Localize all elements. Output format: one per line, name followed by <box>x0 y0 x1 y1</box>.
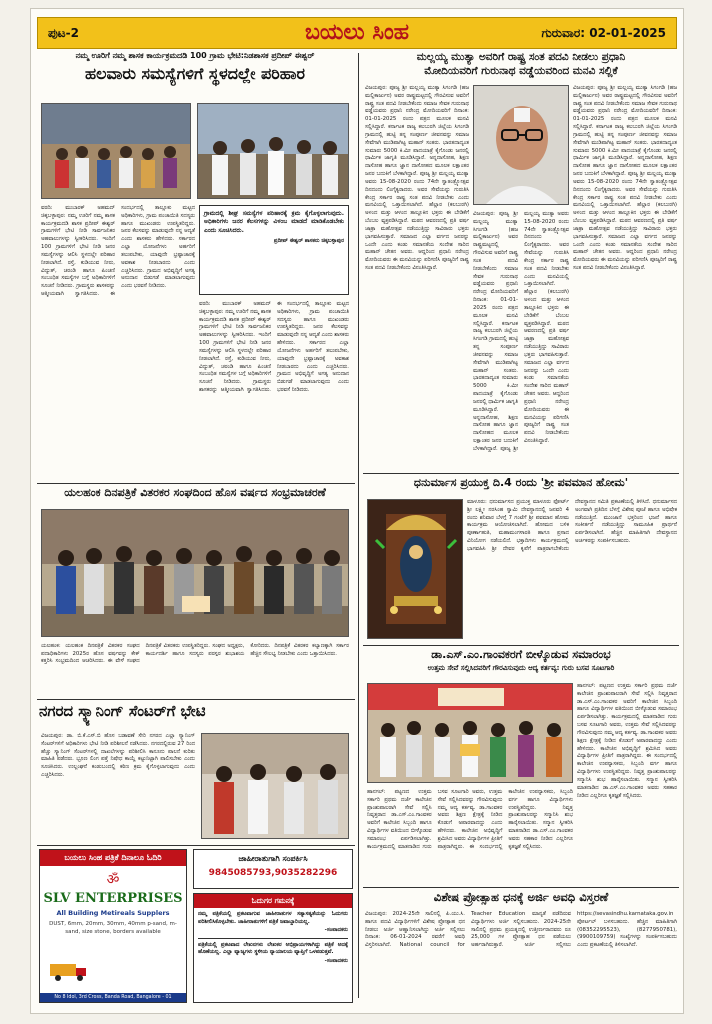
notice-title: ಓದುಗರ ಗಮನಕ್ಕೆ <box>194 894 352 908</box>
issue-date: ಗುರುವಾರ: 02-01-2025 <box>541 26 666 40</box>
notice-divider <box>198 938 348 939</box>
story-new-year-celebration <box>37 487 353 697</box>
story-headline: ವಿಶೇಷ ಪ್ರೋತ್ಸಾಹ ಧನಕ್ಕೆ ಅರ್ಜಿ ಅವಧಿ ವಿಸ್ತರಣೆ <box>433 891 609 904</box>
story-scanning-centre-visit <box>37 703 353 843</box>
story-headline: ಧನುರ್ಮಾಸ ಪ್ರಯುಕ್ತ ದಿ.4 ರಂದು 'ಶ್ರೀ ಪವಮಾನ ಹೋಮ' <box>413 477 629 489</box>
story-headline: ಹಲವಾರು ಸಮಸ್ಯೆಗಳಿಗೆ ಸ್ಥಳದಲ್ಲೇ ಪರಿಹಾರ <box>85 64 305 83</box>
section-rule <box>37 845 355 846</box>
readers-notice <box>193 893 353 1003</box>
news-photo <box>201 733 349 839</box>
portrait-photo <box>473 85 569 205</box>
story-body-continued: ವರದಿ: ಮುಬಾರಕ್ ಅಹಮದ್ ಚಿಕ್ಕಬಳ್ಳಾಪುರ: ನಮ್ಮ ಊರಿಗೆ ನಮ್ಮ ಶಾಸಕ ಕಾರ್ಯಕ್ರಮದಡಿ ಶಾಸಕ ಪ್ರದೀಪ್ ಈಶ್ವರ್ ಗ್ರಾಮಗಳಿಗೆ ಭೇಟಿ ನೀಡಿ ಸಾರ್ವಜನಿಕರ ಅಹವಾಲುಗಳನ್ನು ಸ್ವೀಕರಿಸಿದರು. ಇಂದಿಗೆ 100 ಗ್ರಾಮಗಳಿಗೆ ಭೇಟಿ ನೀಡಿ ಜನರ ಸಮಸ್ಯೆಗಳನ್ನು ಆಲಿಸಿ ಸ್ಥಳದಲ್ಲೇ ಪರಿಹಾರ ನೀಡಲಾಗಿದೆ. ರಸ್ತೆ, ಕುಡಿಯುವ ನೀರು, ವಿದ್ಯುತ್, ಚರಂಡಿ ಹಾಗೂ ಪಿಂಚಣಿ ಸಂಬಂಧಿತ ಸಮಸ್ಯೆಗಳ ಬಗ್ಗೆ ಅಧಿಕಾರಿಗಳಿಗೆ ಸೂಚನೆ ನೀಡಿದರು. ಗ್ರಾಮಸ್ಥರು ಶಾಸಕರನ್ನು ಆತ್ಮೀಯವಾಗಿ ಸ್ವಾಗತಿಸಿದರು. ಈ ಸಂದರ್ಭದಲ್ಲಿ ತಾಲ್ಲೂಕು ಮಟ್ಟದ ಅಧಿಕಾರಿಗಳು, ಗ್ರಾಮ ಪಂಚಾಯಿತಿ ಸದಸ್ಯರು ಹಾಗೂ ಮುಖಂಡರು ಉಪಸ್ಥಿತರಿದ್ದರು. ಜನರ ಕೆಲಸವನ್ನು ಮಾಡುವುದೇ ನನ್ನ ಆದ್ಯತೆ ಎಂದು ಶಾಸಕರು ಹೇಳಿದರು. ಸರ್ಕಾರದ ಎಲ್ಲಾ ಯೋಜನೆಗಳು ಅರ್ಹರಿಗೆ ತಲುಪಬೇಕು, ಯಾವುದೇ ಭ್ರಷ್ಟಾಚಾರಕ್ಕೆ ಅವಕಾಶ ನೀಡಬಾರದು ಎಂದು ಎಚ್ಚರಿಸಿದರು. ಗ್ರಾಮದ ಅಭಿವೃದ್ಧಿಗೆ ಅಗತ್ಯ ಅನುದಾನ ಬಿಡುಗಡೆ ಮಾಡಲಾಗುವುದು ಎಂದು ಭರವಸೆ ನೀಡಿದರು. <box>199 301 349 394</box>
story-kicker: ನಮ್ಮ ಊರಿಗೆ ನಮ್ಮ ಶಾಸಕ ಕಾರ್ಯಕ್ರಮದಡಿ 100 ಗ್ರಾಮ ಭೇಟಿ:ನಿಡಶಾಸಕ ಪ್ರದೀಪ್ ಈಶ್ವರ್ <box>75 51 315 60</box>
news-photo <box>197 103 349 199</box>
story-headline: ಮೋದಿಯವರಿಗೆ ಗುರುನಾಥ ವಡ್ಡೆಯವರಿಂದ ಮನವಿ ಸಲ್ಲಿಕೆ <box>424 65 618 78</box>
story-headline: ಡಾ.ಎಸ್.ಎಂ.ಗಾಂವಕರಗೆ ಬೀಳ್ಕೊಡುವ ಸಮಾರಂಭ <box>431 649 611 661</box>
story-body: ವಿಜಯಪುರ: ಡಾ. ಬಿ.ಕೆ.ಎಸ್.ಬಿ ಹೊಸ ಬಡಾವಣೆ ಸೇರಿ ನಗರದ ಎಲ್ಲಾ ಸ್ಕ್ಯಾನಿಂಗ್ ಸೆಂಟರ್‌ಗಳಿಗೆ ಅಧಿಕಾರಿಗಳು ಭೇಟಿ ನೀಡಿ ಪರಿಶೀಲನೆ ನಡೆಸಿದರು. ನಗರದಲ್ಲಿರುವ 27 ರಿಂದ ಹೆಚ್ಚು ಸ್ಕ್ಯಾನಿಂಗ್ ಸೆಂಟರ್‌ಗಳಲ್ಲಿ ದಾಖಲೆಗಳನ್ನು ಪರಿಶೀಲಿಸಿ ಕಾನೂನು ಪಾಲನೆ ಕುರಿತು ಮಾಹಿತಿ ಪಡೆದರು. ಭ್ರೂಣ ಲಿಂಗ ಪತ್ತೆ ನಿಷೇಧ ಕಾಯ್ದೆ ಕಟ್ಟುನಿಟ್ಟಾಗಿ ಪಾಲಿಸಬೇಕು ಎಂದು ಸೂಚಿಸಿದರು. ಉಲ್ಲಂಘನೆ ಕಂಡುಬಂದಲ್ಲಿ ಕಠಿಣ ಕ್ರಮ ಕೈಗೊಳ್ಳಲಾಗುವುದು ಎಂದು ಎಚ್ಚರಿಸಿದರು. <box>41 733 195 779</box>
section-rule <box>37 699 355 700</box>
story-subhead: ಉತ್ತಮ ಸೇವೆ ಸಲ್ಲಿಸಿದವರಿಗೆ ಗೌರವಿಸುವುದು ಆದ್ಯ ಕರ್ತವ್ಯ: ಗುರು ಬಸವ ಸೂಟಗಾರಿ <box>427 663 615 672</box>
story-incentive-deadline <box>363 891 679 1005</box>
section-rule <box>363 473 679 474</box>
om-symbol-icon: ॐ <box>106 872 120 888</box>
ad-contact-title: ಜಾಹೀರಾತುಗಾಗಿ ಸಂಪರ್ಕಿಸಿ <box>238 854 308 863</box>
story-mla-village-visit <box>37 51 353 481</box>
temple-photo <box>367 499 463 639</box>
ad-company-name: SLV ENTERPRISES <box>43 891 183 906</box>
notice-signature: -ಸಂಪಾದಕರು <box>324 957 348 964</box>
story-pavamana-homa <box>363 477 679 643</box>
story-headline: ಮಲ್ಲಯ್ಯ ಮುತ್ಯಾ ಅವರಿಗೆ ರಾಷ್ಟ್ರ ಸಂತ ಪದವಿ ನೀಡಲು ಪ್ರಧಾನಿ <box>416 51 626 63</box>
ad-footer: No 8 Idol, 3rd Cross, Banda Road, Bangalore - 01 <box>40 993 186 1002</box>
masthead <box>37 17 677 49</box>
story-headline: ಯಲಹಂಕ ದಿನಪತ್ರಿಕೆ ವಿತರಕರ ಸಂಘದಿಂದ ಹೊಸ ವರ್ಷದ ಸಂಭ್ರಮಾಚರಣೆ <box>64 487 326 499</box>
section-rule <box>363 887 679 888</box>
ad-details: DUST, 6mm, 20mm, 30mm, 40mm p-sand, m-sand, size stone, borders available <box>49 921 177 935</box>
notice-body: ಪತ್ರಿಕೆಯಲ್ಲಿ ಪ್ರಕಟವಾದ ಲೇಖನಗಳು ಲೇಖಕರ ಅಭಿಪ್ರಾಯಗಳಾಗಿದ್ದು ಪತ್ರಿಕೆ ಅದಕ್ಕೆ ಹೊಣೆಯಲ್ಲ. ಎಲ್ಲಾ ವ್ಯಾಜ್ಯಗಳು ಸ್ಥಳೀಯ ನ್ಯಾಯಾಲಯ ವ್ಯಾಪ್ತಿಗೆ ಒಳಪಡುತ್ತವೆ. <box>198 941 348 956</box>
story-body: ವರದಿ: ಮುಬಾರಕ್ ಅಹಮದ್ ಚಿಕ್ಕಬಳ್ಳಾಪುರ: ನಮ್ಮ ಊರಿಗೆ ನಮ್ಮ ಶಾಸಕ ಕಾರ್ಯಕ್ರಮದಡಿ ಶಾಸಕ ಪ್ರದೀಪ್ ಈಶ್ವರ್ ಗ್ರಾಮಗಳಿಗೆ ಭೇಟಿ ನೀಡಿ ಸಾರ್ವಜನಿಕರ ಅಹವಾಲುಗಳನ್ನು ಸ್ವೀಕರಿಸಿದರು. ಇಂದಿಗೆ 100 ಗ್ರಾಮಗಳಿಗೆ ಭೇಟಿ ನೀಡಿ ಜನರ ಸಮಸ್ಯೆಗಳನ್ನು ಆಲಿಸಿ ಸ್ಥಳದಲ್ಲೇ ಪರಿಹಾರ ನೀಡಲಾಗಿದೆ. ರಸ್ತೆ, ಕುಡಿಯುವ ನೀರು, ವಿದ್ಯುತ್, ಚರಂಡಿ ಹಾಗೂ ಪಿಂಚಣಿ ಸಂಬಂಧಿತ ಸಮಸ್ಯೆಗಳ ಬಗ್ಗೆ ಅಧಿಕಾರಿಗಳಿಗೆ ಸೂಚನೆ ನೀಡಿದರು. ಗ್ರಾಮಸ್ಥರು ಶಾಸಕರನ್ನು ಆತ್ಮೀಯವಾಗಿ ಸ್ವಾಗತಿಸಿದರು. ಈ ಸಂದರ್ಭದಲ್ಲಿ ತಾಲ್ಲೂಕು ಮಟ್ಟದ ಅಧಿಕಾರಿಗಳು, ಗ್ರಾಮ ಪಂಚಾಯಿತಿ ಸದಸ್ಯರು ಹಾಗೂ ಮುಖಂಡರು ಉಪಸ್ಥಿತರಿದ್ದರು. ಜನರ ಕೆಲಸವನ್ನು ಮಾಡುವುದೇ ನನ್ನ ಆದ್ಯತೆ ಎಂದು ಶಾಸಕರು ಹೇಳಿದರು. ಸರ್ಕಾರದ ಎಲ್ಲಾ ಯೋಜನೆಗಳು ಅರ್ಹರಿಗೆ ತಲುಪಬೇಕು, ಯಾವುದೇ ಭ್ರಷ್ಟಾಚಾರಕ್ಕೆ ಅವಕಾಶ ನೀಡಬಾರದು ಎಂದು ಎಚ್ಚರಿಸಿದರು. ಗ್ರಾಮದ ಅಭಿವೃದ್ಧಿಗೆ ಅಗತ್ಯ ಅನುದಾನ ಬಿಡುಗಡೆ ಮಾಡಲಾಗುವುದು ಎಂದು ಭರವಸೆ ನೀಡಿದರು. <box>41 205 195 298</box>
story-body: ವಿಜಯಪುರ: 2024-25ನೇ ಸಾಲಿನಲ್ಲಿ ಪಿ.ಯು.ಸಿ. ಹಾಗೂ ಪದವಿ ವಿದ್ಯಾರ್ಥಿಗಳಿಗೆ ವಿಶೇಷ ಪ್ರೋತ್ಸಾಹ ಧನ ನೀಡಲು ಅರ್ಜಿ ಆಹ್ವಾನಿಸಲಾಗಿದ್ದು ಅರ್ಜಿ ಸಲ್ಲಿಸಲು ದಿನಾಂಕ: 06-01-2024 ರವರೆಗೆ ಅವಧಿ ವಿಸ್ತರಿಸಲಾಗಿದೆ. National council for Teacher Education ಮಾನ್ಯತೆ ಪಡೆದಿರುವ ವಿದ್ಯಾರ್ಥಿಗಳು ಅರ್ಜಿ ಸಲ್ಲಿಸಬಹುದು. 2024-25ನೇ ಸಾಲಿನಲ್ಲಿ ಪ್ರಥಮ ಪ್ರಯತ್ನದಲ್ಲಿ ಉತ್ತೀರ್ಣರಾದವರು ರೂ 25,000 ಗಳ ಪ್ರೋತ್ಸಾಹ ಧನ ಪಡೆಯಲು ಅರ್ಹರಾಗಿರುತ್ತಾರೆ. ಅರ್ಜಿ ಸಲ್ಲಿಸಲು https://sevasindhu.karnataka.gov.in ಪೋರ್ಟಲ್ ಬಳಸಬಹುದು. ಹೆಚ್ಚಿನ ಮಾಹಿತಿಗಾಗಿ (08352295523), (8277950781), (9900109759) ಸಂಖ್ಯೆಗಳನ್ನು ಸಂಪರ್ಕಿಸಬಹುದು ಎಂದು ಪ್ರಕಟಣೆಯಲ್ಲಿ ತಿಳಿಸಲಾಗಿದೆ. <box>365 911 677 949</box>
quote-text: ಗ್ರಾಮದಲ್ಲಿ ಶೀಘ್ರ ಸಮಸ್ಯೆಗಳ ಪರಿಹಾರಕ್ಕೆ ಕ್ರಮ ಕೈಗೊಳ್ಳಲಾಗುವುದು. ಅಧಿಕಾರಿಗಳು ಜನರ ಕೆಲಸಗಳನ್ನು ವಿಳಂಬ ಮಾಡದೆ ಮಾಡಿಕೊಡಬೇಕು ಎಂದು ಸೂಚಿಸಿದರು. <box>204 210 344 234</box>
news-photo <box>41 103 191 199</box>
story-body-continued: ವಿಜಯಪುರ: ಪೂಜ್ಯ ಶ್ರೀ ಮಲ್ಲಯ್ಯ ಮುತ್ಯಾ ಸಿಗಂಗಡಿ (ಹಜ ಮಲ್ಲಿಕಾರ್ಜುನ) ಅವರ ರಾಷ್ಟ್ರಮಟ್ಟದಲ್ಲಿ ಗೌರವಿಸುವ ಅವರಿಗೆ ರಾಷ್ಟ್ರ ಸಂತ ಪದವಿ ನೀಡಬೇಕೆಂದು ಸಮಾಜ ಸೇವಕ ಗುರುನಾಥ ವಡ್ಡೆಯವರು ಪ್ರಧಾನಿ ನರೇಂದ್ರ ಮೋದಿಯವರಿಗೆ ದಿನಾಂಕ: 01-01-2025 ರಂದು ಪತ್ರದ ಮೂಲಕ ಮನವಿ ಸಲ್ಲಿಸಿದ್ದಾರೆ. ಕರ್ನಾಟಕ ರಾಜ್ಯ ಕಲಬುರಗಿ ಜಿಲ್ಲೆಯ ಸಿಗಂಗಡಿ ಗ್ರಾಮದಲ್ಲಿ ಹುಟ್ಟಿ ತನ್ನ ಸಂಪೂರ್ಣ ಜೀವನವನ್ನು ಸಮಾಜ ಸೇವೆಗಾಗಿ ಮುಡಿಪಾಗಿಟ್ಟ ಮಹಾನ್ ಸಂತರು. ಭಾರತದಾದ್ಯಂತ ಸುಮಾರು 5000 ಕಿ.ಮೀ ಪಾದಯಾತ್ರೆ ಕೈಗೊಂಡು ಜನರಲ್ಲಿ ಧಾರ್ಮಿಕ ಜಾಗೃತಿ ಮೂಡಿಸಿದ್ದಾರೆ. ಅನ್ನದಾಸೋಹ, ಶಿಕ್ಷಣ ದಾಸೋಹ ಹಾಗೂ ಜ್ಞಾನ ದಾಸೋಹದ ಮೂಲಕ ಲಕ್ಷಾಂತರ ಜನರ ಬದುಕಿಗೆ ಬೆಳಕಾಗಿದ್ದಾರೆ. ಪೂಜ್ಯ ಶ್ರೀ ಮಲ್ಲಯ್ಯ ಮುತ್ಯಾ ಅವರು 15-08-2020 ರಂದು 74ನೇ ಸ್ವಾತಂತ್ರ್ಯೋತ್ಸವ ದಿನದಂದು ಲಿಂಗೈಕ್ಯರಾದರು. ಅವರ ಸೇವೆಯನ್ನು ಗುರುತಿಸಿ ಕೇಂದ್ರ ಸರ್ಕಾರ ರಾಷ್ಟ್ರ ಸಂತ ಪದವಿ ನೀಡಬೇಕು ಎಂದು ಮನವಿಯಲ್ಲಿ ಒತ್ತಾಯಿಸಲಾಗಿದೆ. ಹೆಲ್ಲಾರ (ಕಲಬುರಗಿ) ಅಳಂದ ಮತ್ತು ಆಳಂದ ತಾಲ್ಲೂಕಿನ ಭಕ್ತರು ಈ ಬೇಡಿಕೆಗೆ ಬೆಂಬಲ ವ್ಯಕ್ತಪಡಿಸಿದ್ದಾರೆ. ಮಠದ ಆವರಣದಲ್ಲಿ ಪ್ರತಿ ವರ್ಷ ಜಾತ್ರಾ ಮಹೋತ್ಸವ ನಡೆಯುತ್ತಿದ್ದು ಸಾವಿರಾರು ಭಕ್ತರು ಭಾಗವಹಿಸುತ್ತಾರೆ. ಸಮಾಜದ ಎಲ್ಲಾ ವರ್ಗದ ಜನರನ್ನು ಒಂದೇ ಎಂದು ಕಂಡು ಸಮಾನತೆಯ ಸಂದೇಶ ಸಾರಿದ ಮಹಾನ್ ಚೇತನ ಅವರು. ಆದ್ದರಿಂದ ಪ್ರಧಾನಿ ನರೇಂದ್ರ ಮೋದಿಯವರು ಈ ಮನವಿಯನ್ನು ಪರಿಗಣಿಸಿ ಪೂಜ್ಯರಿಗೆ ರಾಷ್ಟ್ರ ಸಂತ ಪದವಿ ನೀಡಬೇಕೆಂದು ವಿನಂತಿಸಿದ್ದಾರೆ. <box>573 85 677 272</box>
quote-box <box>199 205 349 295</box>
story-headline: ನಗರದ ಸ್ಕ್ಯಾನಿಂಗ್ ಸೆಂಟರ್‌ಗೆ ಭೇಟಿ <box>39 703 206 720</box>
notice-signature: -ಸಂಪಾದಕರು <box>324 927 348 934</box>
notice-body: ನಮ್ಮ ಪತ್ರಿಕೆಯಲ್ಲಿ ಪ್ರಕಟವಾಗುವ ಜಾಹೀರಾತುಗಳ ಸತ್ಯಾಸತ್ಯತೆಯನ್ನು ಓದುಗರು ಪರಿಶೀಲಿಸಿಕೊಳ್ಳಬೇಕು. ಜಾಹೀರಾತುಗಳಿಗೆ ಪತ್ರಿಕೆ ಜವಾಬ್ದಾರಿಯಲ್ಲ. <box>198 911 348 925</box>
photo-caption: ಯಲಹಂಕ: ಯಲಹಂಕ ದಿನಪತ್ರಿಕೆ ವಿತರಕರ ಸಂಘದ ಪದಾಧಿಕಾರಿಗಳು 2025ರ ಹೊಸ ವರ್ಷವನ್ನು ಕೇಕ್ ಕತ್ತರಿಸಿ ಸಂಭ್ರಮದಿಂದ ಆಚರಿಸಿದರು. ಈ ವೇಳೆ ಸಂಘದ ದಿನಪತ್ರಿಕೆ ವಿತರಕರು ಉಪಸ್ಥಿತರಿದ್ದರು. ಸಂಘದ ಅಧ್ಯಕ್ಷರು, ಕಾರ್ಯದರ್ಶಿ ಹಾಗೂ ಸದಸ್ಯರು ಪರಸ್ಪರ ಶುಭಾಶಯ ಕೋರಿದರು. ದಿನಪತ್ರಿಕೆ ವಿತರಕರ ಕಲ್ಯಾಣಕ್ಕಾಗಿ ಸರ್ಕಾರ ಹೆಚ್ಚಿನ ಸೌಲಭ್ಯ ನೀಡಬೇಕು ಎಂದು ಒತ್ತಾಯಿಸಿದರು. <box>41 643 349 665</box>
truck-icon <box>50 960 90 982</box>
news-photo <box>367 683 573 783</box>
story-saint-title-appeal <box>363 51 679 471</box>
advertisement-contact <box>193 849 353 889</box>
story-body: ಹಾನಗಲ್: ಪಟ್ಟಣದ ಉತ್ತಮ ಸರ್ಕಾರಿ ಪ್ರಥಮ ದರ್ಜೆ ಕಾಲೇಜಿನ ಪ್ರಾಂಶುಪಾಲರಾಗಿ ಸೇವೆ ಸಲ್ಲಿಸಿ ನಿವೃತ್ತರಾದ ಡಾ.ಎಸ್.ಎಂ.ಗಾಂವಕರ ಅವರಿಗೆ ಕಾಲೇಜಿನ ಸಿಬ್ಬಂದಿ ಹಾಗೂ ವಿದ್ಯಾರ್ಥಿಗಳ ವತಿಯಿಂದ ಬೀಳ್ಕೊಡುವ ಸಮಾರಂಭ ಏರ್ಪಡಿಸಲಾಗಿತ್ತು. ಕಾರ್ಯಕ್ರಮದಲ್ಲಿ ಮಾತನಾಡಿದ ಗುರು ಬಸವ ಸೂಟಗಾರಿ ಅವರು, ಉತ್ತಮ ಸೇವೆ ಸಲ್ಲಿಸಿದವರನ್ನು ಗೌರವಿಸುವುದು ನಮ್ಮ ಆದ್ಯ ಕರ್ತವ್ಯ. ಡಾ.ಗಾಂವಕರ ಅವರು ಶಿಕ್ಷಣ ಕ್ಷೇತ್ರಕ್ಕೆ ನೀಡಿದ ಕೊಡುಗೆ ಅಪಾರವಾದದ್ದು ಎಂದು ಹೇಳಿದರು. ಕಾಲೇಜಿನ ಅಭಿವೃದ್ಧಿಗೆ ಶ್ರಮಿಸಿದ ಅವರು ವಿದ್ಯಾರ್ಥಿಗಳ ಪ್ರೀತಿಗೆ ಪಾತ್ರರಾಗಿದ್ದರು. ಈ ಸಂದರ್ಭದಲ್ಲಿ ಕಾಲೇಜಿನ ಉಪನ್ಯಾಸಕರು, ಸಿಬ್ಬಂದಿ ವರ್ಗ ಹಾಗೂ ವಿದ್ಯಾರ್ಥಿಗಳು ಉಪಸ್ಥಿತರಿದ್ದರು. ನಿವೃತ್ತ ಪ್ರಾಂಶುಪಾಲರನ್ನು ಸನ್ಮಾನಿಸಿ ಶುಭ ಹಾರೈಸಲಾಯಿತು. ಸನ್ಮಾನ ಸ್ವೀಕರಿಸಿ ಮಾತನಾಡಿದ ಡಾ.ಎಸ್.ಎಂ.ಗಾಂವಕರ ಅವರು ಸಹಕಾರ ನೀಡಿದ ಎಲ್ಲರಿಗೂ ಕೃತಜ್ಞತೆ ಸಲ್ಲಿಸಿದರು. <box>577 683 677 799</box>
page-number: ಪುಟ-2 <box>48 26 79 40</box>
ad-header: ಬಯಲು ಸಿಂಹ ಪತ್ರಿಕೆ ದಿನಾಲೂ ಓದಿರಿ <box>40 850 186 866</box>
quote-attribution: ಪ್ರದೀಪ್ ಈಶ್ವರ್ ಶಾಸಕರು ಚಿಕ್ಕಬಳ್ಳಾಪುರ <box>273 238 344 245</box>
newspaper-page <box>30 8 684 1014</box>
story-farewell-ceremony <box>363 649 679 885</box>
story-body-continued: ವಿಜಯಪುರ: ಪೂಜ್ಯ ಶ್ರೀ ಮಲ್ಲಯ್ಯ ಮುತ್ಯಾ ಸಿಗಂಗಡಿ (ಹಜ ಮಲ್ಲಿಕಾರ್ಜುನ) ಅವರ ರಾಷ್ಟ್ರಮಟ್ಟದಲ್ಲಿ ಗೌರವಿಸುವ ಅವರಿಗೆ ರಾಷ್ಟ್ರ ಸಂತ ಪದವಿ ನೀಡಬೇಕೆಂದು ಸಮಾಜ ಸೇವಕ ಗುರುನಾಥ ವಡ್ಡೆಯವರು ಪ್ರಧಾನಿ ನರೇಂದ್ರ ಮೋದಿಯವರಿಗೆ ದಿನಾಂಕ: 01-01-2025 ರಂದು ಪತ್ರದ ಮೂಲಕ ಮನವಿ ಸಲ್ಲಿಸಿದ್ದಾರೆ. ಕರ್ನಾಟಕ ರಾಜ್ಯ ಕಲಬುರಗಿ ಜಿಲ್ಲೆಯ ಸಿಗಂಗಡಿ ಗ್ರಾಮದಲ್ಲಿ ಹುಟ್ಟಿ ತನ್ನ ಸಂಪೂರ್ಣ ಜೀವನವನ್ನು ಸಮಾಜ ಸೇವೆಗಾಗಿ ಮುಡಿಪಾಗಿಟ್ಟ ಮಹಾನ್ ಸಂತರು. ಭಾರತದಾದ್ಯಂತ ಸುಮಾರು 5000 ಕಿ.ಮೀ ಪಾದಯಾತ್ರೆ ಕೈಗೊಂಡು ಜನರಲ್ಲಿ ಧಾರ್ಮಿಕ ಜಾಗೃತಿ ಮೂಡಿಸಿದ್ದಾರೆ. ಅನ್ನದಾಸೋಹ, ಶಿಕ್ಷಣ ದಾಸೋಹ ಹಾಗೂ ಜ್ಞಾನ ದಾಸೋಹದ ಮೂಲಕ ಲಕ್ಷಾಂತರ ಜನರ ಬದುಕಿಗೆ ಬೆಳಕಾಗಿದ್ದಾರೆ. ಪೂಜ್ಯ ಶ್ರೀ ಮಲ್ಲಯ್ಯ ಮುತ್ಯಾ ಅವರು 15-08-2020 ರಂದು 74ನೇ ಸ್ವಾತಂತ್ರ್ಯೋತ್ಸವ ದಿನದಂದು ಲಿಂಗೈಕ್ಯರಾದರು. ಅವರ ಸೇವೆಯನ್ನು ಗುರುತಿಸಿ ಕೇಂದ್ರ ಸರ್ಕಾರ ರಾಷ್ಟ್ರ ಸಂತ ಪದವಿ ನೀಡಬೇಕು ಎಂದು ಮನವಿಯಲ್ಲಿ ಒತ್ತಾಯಿಸಲಾಗಿದೆ. ಹೆಲ್ಲಾರ (ಕಲಬುರಗಿ) ಅಳಂದ ಮತ್ತು ಆಳಂದ ತಾಲ್ಲೂಕಿನ ಭಕ್ತರು ಈ ಬೇಡಿಕೆಗೆ ಬೆಂಬಲ ವ್ಯಕ್ತಪಡಿಸಿದ್ದಾರೆ. ಮಠದ ಆವರಣದಲ್ಲಿ ಪ್ರತಿ ವರ್ಷ ಜಾತ್ರಾ ಮಹೋತ್ಸವ ನಡೆಯುತ್ತಿದ್ದು ಸಾವಿರಾರು ಭಕ್ತರು ಭಾಗವಹಿಸುತ್ತಾರೆ. ಸಮಾಜದ ಎಲ್ಲಾ ವರ್ಗದ ಜನರನ್ನು ಒಂದೇ ಎಂದು ಕಂಡು ಸಮಾನತೆಯ ಸಂದೇಶ ಸಾರಿದ ಮಹಾನ್ ಚೇತನ ಅವರು. ಆದ್ದರಿಂದ ಪ್ರಧಾನಿ ನರೇಂದ್ರ ಮೋದಿಯವರು ಈ ಮನವಿಯನ್ನು ಪರಿಗಣಿಸಿ ಪೂಜ್ಯರಿಗೆ ರಾಷ್ಟ್ರ ಸಂತ ಪದವಿ ನೀಡಬೇಕೆಂದು ವಿನಂತಿಸಿದ್ದಾರೆ. <box>473 211 569 452</box>
section-rule <box>37 483 355 484</box>
advertisement-slv-enterprises <box>39 849 187 1003</box>
news-photo <box>41 509 349 637</box>
story-body: ಮಾಳೂರು: ಧನುರ್ಮಾಸದ ಪ್ರಯುಕ್ತ ಮಾಳೂರು ಫೋರ್ಟ್ ಶ್ರೀ ಲಕ್ಷ್ಮೀ ನರಸಿಂಹ ಸ್ವಾಮಿ ದೇವಸ್ಥಾನದಲ್ಲಿ ಜನವರಿ 4 ರಂದು ಶನಿವಾರ ಬೆಳಗ್ಗೆ 7 ಗಂಟೆಗೆ ಶ್ರೀ ಪವಮಾನ ಹೋಮ ಕಾರ್ಯಕ್ರಮ ಆಯೋಜಿಸಲಾಗಿದೆ. ಹೋಮದ ಬಳಿಕ ಪೂರ್ಣಾಹುತಿ, ಮಹಾಮಂಗಳಾರತಿ ಹಾಗೂ ಪ್ರಸಾದ ವಿನಿಯೋಗ ನಡೆಯಲಿದೆ. ಭಕ್ತಾದಿಗಳು ಕಾರ್ಯಕ್ರಮದಲ್ಲಿ ಭಾಗವಹಿಸಿ ಶ್ರೀ ದೇವರ ಕೃಪೆಗೆ ಪಾತ್ರರಾಗಬೇಕೆಂದು ದೇವಸ್ಥಾನದ ಸಮಿತಿ ಪ್ರಕಟಣೆಯಲ್ಲಿ ತಿಳಿಸಿದೆ. ಧನುರ್ಮಾಸದ ಅಂಗವಾಗಿ ಪ್ರತಿದಿನ ಬೆಳಗ್ಗೆ ವಿಶೇಷ ಪೂಜೆ ಹಾಗೂ ಅಭಿಷೇಕ ನಡೆಯುತ್ತಿದೆ. ಮುಂಜಾನೆ ಭಕ್ತರಿಂದ ಭಜನೆ ಹಾಗೂ ಸಂಕೀರ್ತನೆ ನಡೆಯುತ್ತಿದ್ದು ಸಾಮೂಹಿಕ ಪ್ರಾರ್ಥನೆ ಏರ್ಪಡಿಸಲಾಗಿದೆ. ಹೆಚ್ಚಿನ ಮಾಹಿತಿಗಾಗಿ ದೇವಸ್ಥಾನದ ಅರ್ಚಕರನ್ನು ಸಂಪರ್ಕಿಸಬಹುದು. <box>467 499 677 552</box>
column-divider <box>358 53 359 998</box>
story-body: ವಿಜಯಪುರ: ಪೂಜ್ಯ ಶ್ರೀ ಮಲ್ಲಯ್ಯ ಮುತ್ಯಾ ಸಿಗಂಗಡಿ (ಹಜ ಮಲ್ಲಿಕಾರ್ಜುನ) ಅವರ ರಾಷ್ಟ್ರಮಟ್ಟದಲ್ಲಿ ಗೌರವಿಸುವ ಅವರಿಗೆ ರಾಷ್ಟ್ರ ಸಂತ ಪದವಿ ನೀಡಬೇಕೆಂದು ಸಮಾಜ ಸೇವಕ ಗುರುನಾಥ ವಡ್ಡೆಯವರು ಪ್ರಧಾನಿ ನರೇಂದ್ರ ಮೋದಿಯವರಿಗೆ ದಿನಾಂಕ: 01-01-2025 ರಂದು ಪತ್ರದ ಮೂಲಕ ಮನವಿ ಸಲ್ಲಿಸಿದ್ದಾರೆ. ಕರ್ನಾಟಕ ರಾಜ್ಯ ಕಲಬುರಗಿ ಜಿಲ್ಲೆಯ ಸಿಗಂಗಡಿ ಗ್ರಾಮದಲ್ಲಿ ಹುಟ್ಟಿ ತನ್ನ ಸಂಪೂರ್ಣ ಜೀವನವನ್ನು ಸಮಾಜ ಸೇವೆಗಾಗಿ ಮುಡಿಪಾಗಿಟ್ಟ ಮಹಾನ್ ಸಂತರು. ಭಾರತದಾದ್ಯಂತ ಸುಮಾರು 5000 ಕಿ.ಮೀ ಪಾದಯಾತ್ರೆ ಕೈಗೊಂಡು ಜನರಲ್ಲಿ ಧಾರ್ಮಿಕ ಜಾಗೃತಿ ಮೂಡಿಸಿದ್ದಾರೆ. ಅನ್ನದಾಸೋಹ, ಶಿಕ್ಷಣ ದಾಸೋಹ ಹಾಗೂ ಜ್ಞಾನ ದಾಸೋಹದ ಮೂಲಕ ಲಕ್ಷಾಂತರ ಜನರ ಬದುಕಿಗೆ ಬೆಳಕಾಗಿದ್ದಾರೆ. ಪೂಜ್ಯ ಶ್ರೀ ಮಲ್ಲಯ್ಯ ಮುತ್ಯಾ ಅವರು 15-08-2020 ರಂದು 74ನೇ ಸ್ವಾತಂತ್ರ್ಯೋತ್ಸವ ದಿನದಂದು ಲಿಂಗೈಕ್ಯರಾದರು. ಅವರ ಸೇವೆಯನ್ನು ಗುರುತಿಸಿ ಕೇಂದ್ರ ಸರ್ಕಾರ ರಾಷ್ಟ್ರ ಸಂತ ಪದವಿ ನೀಡಬೇಕು ಎಂದು ಮನವಿಯಲ್ಲಿ ಒತ್ತಾಯಿಸಲಾಗಿದೆ. ಹೆಲ್ಲಾರ (ಕಲಬುರಗಿ) ಅಳಂದ ಮತ್ತು ಆಳಂದ ತಾಲ್ಲೂಕಿನ ಭಕ್ತರು ಈ ಬೇಡಿಕೆಗೆ ಬೆಂಬಲ ವ್ಯಕ್ತಪಡಿಸಿದ್ದಾರೆ. ಮಠದ ಆವರಣದಲ್ಲಿ ಪ್ರತಿ ವರ್ಷ ಜಾತ್ರಾ ಮಹೋತ್ಸವ ನಡೆಯುತ್ತಿದ್ದು ಸಾವಿರಾರು ಭಕ್ತರು ಭಾಗವಹಿಸುತ್ತಾರೆ. ಸಮಾಜದ ಎಲ್ಲಾ ವರ್ಗದ ಜನರನ್ನು ಒಂದೇ ಎಂದು ಕಂಡು ಸಮಾನತೆಯ ಸಂದೇಶ ಸಾರಿದ ಮಹಾನ್ ಚೇತನ ಅವರು. ಆದ್ದರಿಂದ ಪ್ರಧಾನಿ ನರೇಂದ್ರ ಮೋದಿಯವರು ಈ ಮನವಿಯನ್ನು ಪರಿಗಣಿಸಿ ಪೂಜ್ಯರಿಗೆ ರಾಷ್ಟ್ರ ಸಂತ ಪದವಿ ನೀಡಬೇಕೆಂದು ವಿನಂತಿಸಿದ್ದಾರೆ. <box>365 85 469 272</box>
story-body-continued: ಹಾನಗಲ್: ಪಟ್ಟಣದ ಉತ್ತಮ ಸರ್ಕಾರಿ ಪ್ರಥಮ ದರ್ಜೆ ಕಾಲೇಜಿನ ಪ್ರಾಂಶುಪಾಲರಾಗಿ ಸೇವೆ ಸಲ್ಲಿಸಿ ನಿವೃತ್ತರಾದ ಡಾ.ಎಸ್.ಎಂ.ಗಾಂವಕರ ಅವರಿಗೆ ಕಾಲೇಜಿನ ಸಿಬ್ಬಂದಿ ಹಾಗೂ ವಿದ್ಯಾರ್ಥಿಗಳ ವತಿಯಿಂದ ಬೀಳ್ಕೊಡುವ ಸಮಾರಂಭ ಏರ್ಪಡಿಸಲಾಗಿತ್ತು. ಕಾರ್ಯಕ್ರಮದಲ್ಲಿ ಮಾತನಾಡಿದ ಗುರು ಬಸವ ಸೂಟಗಾರಿ ಅವರು, ಉತ್ತಮ ಸೇವೆ ಸಲ್ಲಿಸಿದವರನ್ನು ಗೌರವಿಸುವುದು ನಮ್ಮ ಆದ್ಯ ಕರ್ತವ್ಯ. ಡಾ.ಗಾಂವಕರ ಅವರು ಶಿಕ್ಷಣ ಕ್ಷೇತ್ರಕ್ಕೆ ನೀಡಿದ ಕೊಡುಗೆ ಅಪಾರವಾದದ್ದು ಎಂದು ಹೇಳಿದರು. ಕಾಲೇಜಿನ ಅಭಿವೃದ್ಧಿಗೆ ಶ್ರಮಿಸಿದ ಅವರು ವಿದ್ಯಾರ್ಥಿಗಳ ಪ್ರೀತಿಗೆ ಪಾತ್ರರಾಗಿದ್ದರು. ಈ ಸಂದರ್ಭದಲ್ಲಿ ಕಾಲೇಜಿನ ಉಪನ್ಯಾಸಕರು, ಸಿಬ್ಬಂದಿ ವರ್ಗ ಹಾಗೂ ವಿದ್ಯಾರ್ಥಿಗಳು ಉಪಸ್ಥಿತರಿದ್ದರು. ನಿವೃತ್ತ ಪ್ರಾಂಶುಪಾಲರನ್ನು ಸನ್ಮಾನಿಸಿ ಶುಭ ಹಾರೈಸಲಾಯಿತು. ಸನ್ಮಾನ ಸ್ವೀಕರಿಸಿ ಮಾತನಾಡಿದ ಡಾ.ಎಸ್.ಎಂ.ಗಾಂವಕರ ಅವರು ಸಹಕಾರ ನೀಡಿದ ಎಲ್ಲರಿಗೂ ಕೃತಜ್ಞತೆ ಸಲ್ಲಿಸಿದರು. <box>367 789 573 850</box>
section-rule <box>363 645 679 646</box>
newspaper-title: ಬಯಲು ಸಿಂಹ <box>304 19 410 45</box>
ad-contact-phones: 9845085793,9035282296 <box>208 868 338 878</box>
ad-tagline: All Building Metireals Supplers <box>56 909 170 917</box>
